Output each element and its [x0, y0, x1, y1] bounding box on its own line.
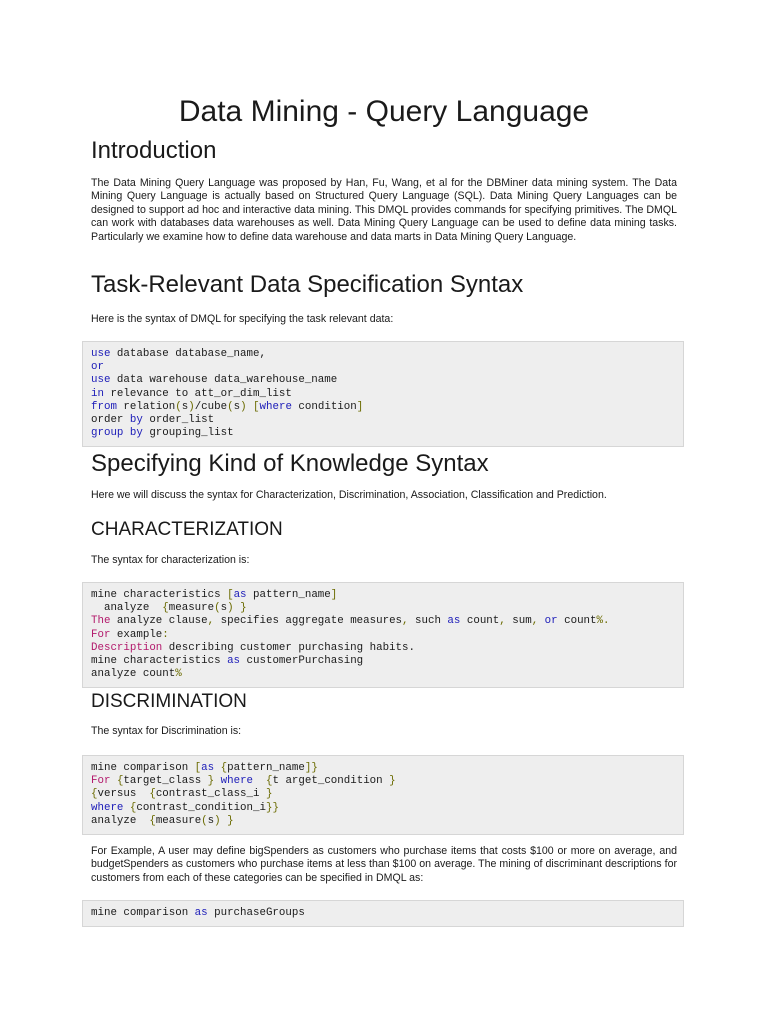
code-token: use — [91, 374, 111, 387]
code-line — [91, 762, 675, 775]
code-line — [91, 414, 675, 427]
code-line — [91, 388, 675, 401]
code-token: ] — [356, 400, 364, 413]
code-token: measure — [155, 814, 202, 827]
code-line — [91, 589, 675, 602]
code-line — [91, 361, 675, 374]
code-token: The — [91, 615, 111, 628]
code-token: database database_name, — [110, 348, 266, 360]
code-token: as — [194, 907, 208, 919]
code-token: s — [207, 814, 215, 827]
code-token: Description — [91, 641, 163, 654]
task-paragraph: Here is the syntax of DMQL for specifying the task relevant data: — [91, 313, 394, 325]
code-token: order_list — [142, 413, 215, 426]
kind-heading: Specifying Kind of Knowledge Syntax — [91, 450, 489, 477]
code-token: from — [91, 400, 117, 413]
code-token: s — [181, 400, 189, 413]
page-title: Data Mining - Query Language — [178, 95, 590, 128]
kind-paragraph: Here we will discuss the syntax for Characterization, Discrimination, Association, Classification and Prediction. — [91, 489, 607, 501]
code-token: where — [259, 400, 292, 413]
code-line — [91, 655, 675, 668]
code-line — [91, 401, 675, 414]
code-token: analyze count — [91, 668, 176, 681]
characterization-heading: CHARACTERIZATION — [91, 519, 283, 540]
code-token: order — [91, 413, 130, 426]
code-token: % — [175, 668, 182, 681]
code-line — [91, 668, 675, 681]
code-token: ) — [188, 400, 195, 413]
code-token: grouping_list — [142, 427, 234, 440]
code-line — [91, 815, 675, 828]
code-token: { — [266, 775, 273, 788]
code-token: ( — [227, 400, 234, 413]
code-token: { — [149, 814, 156, 827]
discrimination-paragraph: The syntax for Discrimination is: — [91, 725, 242, 737]
code-token: count — [460, 615, 500, 628]
task-code-block — [82, 341, 684, 447]
code-line — [91, 802, 675, 815]
code-token: as — [233, 589, 247, 601]
code-token: t arget_condition — [272, 775, 390, 788]
code-token: For — [91, 628, 111, 641]
code-token: relevance to att_or_dim_list — [103, 387, 292, 400]
code-token: sum — [505, 615, 532, 628]
task-heading: Task-Relevant Data Specification Syntax — [91, 271, 524, 298]
code-token: in — [91, 387, 104, 400]
discrimination-example-paragraph: For Example, A user may define bigSpenders as customers who purchase items that costs $100 or more on average, and budgetSpenders as customers who purchase items at less than $100 on average. The mining of discriminant descriptions for customers from each of these categories can be specified in DMQL as: — [91, 845, 677, 884]
code-token: use — [91, 348, 111, 360]
code-token: or — [91, 361, 104, 374]
code-token: versus — [97, 788, 150, 801]
code-token: as — [201, 762, 215, 774]
code-token: pattern_name — [246, 589, 331, 601]
code-token: mine comparison — [91, 907, 195, 919]
code-token: /cube — [194, 400, 228, 413]
code-token: s — [220, 602, 228, 615]
code-token: analyze — [91, 814, 150, 827]
code-token: s — [233, 400, 241, 413]
characterization-paragraph: The syntax for characterization is: — [91, 554, 250, 566]
code-token: group by — [91, 427, 143, 440]
code-token: ( — [201, 814, 208, 827]
intro-heading: Introduction — [91, 137, 217, 164]
code-line — [91, 348, 675, 361]
code-token: purchaseGroups — [207, 907, 305, 919]
code-token: { — [116, 775, 124, 788]
code-token: ( — [214, 602, 221, 615]
code-token: or — [544, 615, 558, 628]
code-token: } — [240, 602, 247, 615]
code-token: ) — [227, 602, 234, 615]
code-token: , — [402, 615, 409, 628]
discrimination-code-block — [82, 755, 684, 835]
code-token: mine comparison — [91, 762, 195, 774]
code-token: by — [129, 413, 143, 426]
code-token — [253, 775, 266, 787]
code-token: mine characteristics — [91, 589, 228, 601]
code-token: } — [207, 775, 215, 788]
code-line — [91, 775, 675, 788]
code-token: [ — [194, 762, 202, 774]
code-token: { — [220, 762, 228, 774]
code-token: as — [447, 615, 461, 628]
code-token: , — [207, 615, 215, 628]
code-token: [ — [227, 589, 234, 601]
code-token: data warehouse data_warehouse_name — [110, 374, 338, 387]
code-line — [91, 602, 675, 615]
code-token: ( — [175, 400, 182, 413]
code-line — [91, 907, 675, 920]
code-token: example — [110, 628, 163, 641]
code-token: ] — [330, 589, 338, 601]
code-token: pattern_name — [227, 762, 305, 774]
code-token: analyze clause — [110, 615, 208, 628]
code-token: : — [162, 628, 169, 641]
code-token: relation — [116, 400, 176, 413]
code-token: describing customer purchasing habits. — [162, 641, 415, 654]
code-token: specifies aggregate measures — [214, 615, 403, 628]
code-token: mine characteristics — [91, 654, 228, 667]
code-line — [91, 788, 675, 801]
code-token: , — [499, 615, 506, 628]
code-token: contrast_class_i — [155, 788, 266, 801]
code-line — [91, 642, 675, 655]
code-token: ) — [240, 400, 247, 413]
characterization-code-block — [82, 582, 684, 688]
code-token: customerPurchasing — [240, 654, 364, 667]
code-token: where — [220, 775, 254, 788]
code-token: analyze — [91, 602, 163, 615]
code-token: , — [531, 615, 539, 628]
code-line — [91, 374, 675, 387]
code-token: contrast_condition_i — [136, 801, 266, 814]
code-line — [91, 629, 675, 642]
code-token: count — [557, 615, 597, 628]
code-token: For — [91, 775, 111, 788]
code-token: %. — [596, 615, 610, 628]
code-token: { — [91, 788, 98, 801]
code-token: ) — [214, 814, 221, 827]
code-token: }} — [265, 801, 279, 814]
code-token: { — [162, 602, 169, 615]
code-line — [91, 427, 675, 440]
code-token: } — [265, 788, 273, 801]
code-token: { — [149, 788, 156, 801]
code-token: target_class — [123, 775, 208, 788]
intro-paragraph: The Data Mining Query Language was proposed by Han, Fu, Wang, et al for the DBMiner data mining system. The Data Mining Query Language is actually based on Structured Query Language (SQL). Data Mining Query Languages can be designed to support ad hoc and interactive data mining. This DMQL provides commands for specifying primitives. The DMQL can work with databases data warehouses as well. Data Mining Query Language can be used to define data mining tasks. Particularly we examine how to define data warehouse and data marts in Data Mining Query Language. — [91, 177, 677, 243]
discrimination-heading: DISCRIMINATION — [91, 691, 247, 712]
code-line — [91, 615, 675, 628]
code-token: } — [227, 814, 234, 827]
code-token: measure — [168, 602, 215, 615]
discrimination-example-code-block — [82, 900, 684, 927]
code-token: as — [227, 654, 241, 667]
code-token: [ — [253, 400, 260, 413]
code-token: such — [408, 615, 448, 628]
code-token: condition — [291, 400, 357, 413]
code-token: } — [389, 775, 396, 788]
code-token: ]} — [304, 762, 318, 774]
code-token: { — [129, 801, 137, 814]
code-token: where — [91, 801, 124, 814]
